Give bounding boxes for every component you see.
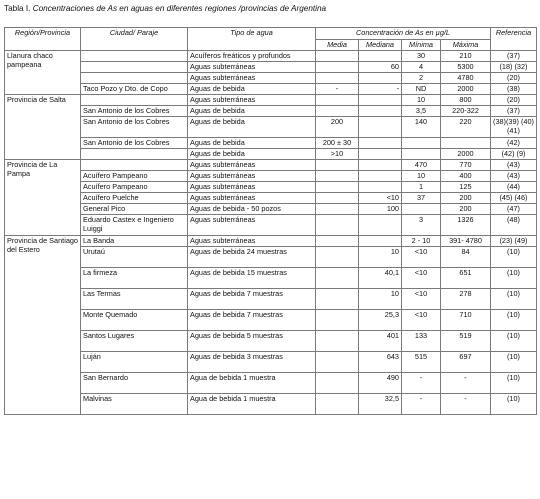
- mediana-cell: 643: [359, 352, 402, 373]
- mediana-cell: 401: [359, 331, 402, 352]
- maxima-cell: 651: [441, 268, 491, 289]
- water-type-cell: Aguas subterráneas: [188, 182, 316, 193]
- reference-cell: (18) (32): [491, 62, 537, 73]
- reference-cell: (42) (9): [491, 149, 537, 160]
- minima-cell: 470: [402, 160, 441, 171]
- city-cell: Eduardo Castex e Ingeniero Luiggi: [81, 215, 188, 236]
- maxima-cell: -: [441, 394, 491, 415]
- minima-cell: 515: [402, 352, 441, 373]
- city-cell: San Bernardo: [81, 373, 188, 394]
- city-cell: Urutaú: [81, 247, 188, 268]
- media-cell: [316, 236, 359, 247]
- city-cell: San Antonio de los Cobres: [81, 117, 188, 138]
- table-row: [5, 51, 537, 62]
- mediana-cell: [359, 106, 402, 117]
- maxima-cell: 220-322: [441, 106, 491, 117]
- mediana-cell: [359, 236, 402, 247]
- media-cell: [316, 331, 359, 352]
- water-type-cell: Aguas subterráneas: [188, 171, 316, 182]
- media-cell: [316, 289, 359, 310]
- mediana-cell: 32,5: [359, 394, 402, 415]
- minima-cell: -: [402, 373, 441, 394]
- media-cell: [316, 373, 359, 394]
- minima-cell: 3,5: [402, 106, 441, 117]
- maxima-cell: 278: [441, 289, 491, 310]
- minima-cell: [402, 204, 441, 215]
- city-cell: San Antonio de los Cobres: [81, 106, 188, 117]
- header-row: [5, 28, 537, 40]
- media-cell: [316, 95, 359, 106]
- city-cell: Acuífero Pampeano: [81, 182, 188, 193]
- reference-cell: (10): [491, 331, 537, 352]
- table-row: [5, 84, 537, 95]
- minima-cell: 10: [402, 171, 441, 182]
- minima-cell: 30: [402, 51, 441, 62]
- reference-cell: (38): [491, 84, 537, 95]
- table-row: [5, 236, 537, 247]
- media-cell: [316, 215, 359, 236]
- water-type-cell: Aguas de bebida 7 muestras: [188, 289, 316, 310]
- city-cell: General Pico: [81, 204, 188, 215]
- minima-cell: 2: [402, 73, 441, 84]
- header-minima: Mínima: [402, 40, 441, 51]
- table-row: [5, 106, 537, 117]
- mediana-cell: 10: [359, 289, 402, 310]
- reference-cell: (10): [491, 289, 537, 310]
- header-region: Región/Provincia: [5, 28, 81, 51]
- mediana-cell: [359, 95, 402, 106]
- maxima-cell: [441, 138, 491, 149]
- mediana-cell: 100: [359, 204, 402, 215]
- header-reference: Referencia: [491, 28, 537, 51]
- water-type-cell: Aguas de bebida 15 muestras: [188, 268, 316, 289]
- water-type-cell: Agua de bebida 1 muestra: [188, 394, 316, 415]
- table-row: [5, 310, 537, 331]
- reference-cell: (20): [491, 73, 537, 84]
- reference-cell: (43): [491, 171, 537, 182]
- maxima-cell: 697: [441, 352, 491, 373]
- media-cell: [316, 182, 359, 193]
- water-type-cell: Aguas de bebida: [188, 84, 316, 95]
- mediana-cell: [359, 160, 402, 171]
- city-cell: Luján: [81, 352, 188, 373]
- header-mediana: Mediana: [359, 40, 402, 51]
- minima-cell: 4: [402, 62, 441, 73]
- maxima-cell: 4780: [441, 73, 491, 84]
- table-row: [5, 268, 537, 289]
- reference-cell: (10): [491, 268, 537, 289]
- city-cell: Las Termas: [81, 289, 188, 310]
- table-row: [5, 160, 537, 171]
- media-cell: -: [316, 84, 359, 95]
- maxima-cell: 125: [441, 182, 491, 193]
- reference-cell: (10): [491, 394, 537, 415]
- media-cell: [316, 394, 359, 415]
- mediana-cell: [359, 117, 402, 138]
- city-cell: Taco Pozo y Dto. de Copo: [81, 84, 188, 95]
- city-cell: [81, 62, 188, 73]
- caption-prefix: Tabla I.: [4, 4, 31, 13]
- maxima-cell: 200: [441, 204, 491, 215]
- reference-cell: (23) (49): [491, 236, 537, 247]
- media-cell: [316, 160, 359, 171]
- reference-cell: (10): [491, 310, 537, 331]
- water-type-cell: Aguas de bebida 3 muestras: [188, 352, 316, 373]
- maxima-cell: 710: [441, 310, 491, 331]
- water-type-cell: Aguas de bebida: [188, 138, 316, 149]
- water-type-cell: Aguas de bebida - 50 pozos: [188, 204, 316, 215]
- maxima-cell: 770: [441, 160, 491, 171]
- table-row: [5, 182, 537, 193]
- water-type-cell: Aguas de bebida 7 muestras: [188, 310, 316, 331]
- media-cell: [316, 268, 359, 289]
- maxima-cell: 200: [441, 193, 491, 204]
- header-water-type: Tipo de agua: [188, 28, 316, 51]
- media-cell: [316, 247, 359, 268]
- maxima-cell: 2000: [441, 84, 491, 95]
- city-cell: Acuífero Pampeano: [81, 171, 188, 182]
- city-cell: La firmeza: [81, 268, 188, 289]
- city-cell: [81, 73, 188, 84]
- media-cell: [316, 204, 359, 215]
- region-cell: Provincia de Santiago del Estero: [5, 236, 81, 415]
- region-cell: Provincia de Salta: [5, 95, 81, 160]
- city-cell: [81, 51, 188, 62]
- city-cell: Monte Quemado: [81, 310, 188, 331]
- water-type-cell: Aguas de bebida: [188, 117, 316, 138]
- table-row: [5, 289, 537, 310]
- minima-cell: 2 - 10: [402, 236, 441, 247]
- mediana-cell: [359, 138, 402, 149]
- city-cell: La Banda: [81, 236, 188, 247]
- city-cell: [81, 149, 188, 160]
- minima-cell: 133: [402, 331, 441, 352]
- water-type-cell: Aguas de bebida: [188, 106, 316, 117]
- table-row: [5, 352, 537, 373]
- water-type-cell: Aguas subterráneas: [188, 160, 316, 171]
- table-row: [5, 117, 537, 138]
- water-type-cell: Agua de bebida 1 muestra: [188, 373, 316, 394]
- media-cell: [316, 310, 359, 331]
- table-body: [5, 51, 537, 415]
- maxima-cell: 5300: [441, 62, 491, 73]
- mediana-cell: 40,1: [359, 268, 402, 289]
- city-cell: San Antonio de los Cobres: [81, 138, 188, 149]
- table-row: [5, 331, 537, 352]
- mediana-cell: 25,3: [359, 310, 402, 331]
- reference-cell: (37): [491, 106, 537, 117]
- water-type-cell: Aguas subterráneas: [188, 95, 316, 106]
- water-type-cell: Aguas de bebida 5 muestras: [188, 331, 316, 352]
- header-maxima: Máxima: [441, 40, 491, 51]
- reference-cell: (20): [491, 95, 537, 106]
- water-type-cell: Aguas de bebida: [188, 149, 316, 160]
- water-type-cell: Aguas subterráneas: [188, 236, 316, 247]
- table-row: [5, 62, 537, 73]
- reference-cell: (47): [491, 204, 537, 215]
- table-row: [5, 193, 537, 204]
- minima-cell: 37: [402, 193, 441, 204]
- mediana-cell: [359, 73, 402, 84]
- table-row: [5, 394, 537, 415]
- maxima-cell: 1326: [441, 215, 491, 236]
- minima-cell: 3: [402, 215, 441, 236]
- city-cell: Malvinas: [81, 394, 188, 415]
- header-media: Media: [316, 40, 359, 51]
- media-cell: [316, 62, 359, 73]
- mediana-cell: [359, 51, 402, 62]
- reference-cell: (45) (46): [491, 193, 537, 204]
- minima-cell: [402, 138, 441, 149]
- header-city: Ciudad/ Paraje: [81, 28, 188, 51]
- region-cell: Provincia de La Pampa: [5, 160, 81, 236]
- maxima-cell: 400: [441, 171, 491, 182]
- mediana-cell: 10: [359, 247, 402, 268]
- maxima-cell: -: [441, 373, 491, 394]
- water-type-cell: Aguas subterráneas: [188, 193, 316, 204]
- city-cell: [81, 95, 188, 106]
- reference-cell: (44): [491, 182, 537, 193]
- caption-title: Concentraciones de As en aguas en diferentes regiones /provincias de Argentina: [32, 4, 327, 13]
- minima-cell: ND: [402, 84, 441, 95]
- mediana-cell: [359, 182, 402, 193]
- maxima-cell: 84: [441, 247, 491, 268]
- table-row: [5, 215, 537, 236]
- minima-cell: <10: [402, 310, 441, 331]
- reference-cell: (48): [491, 215, 537, 236]
- minima-cell: <10: [402, 289, 441, 310]
- media-cell: [316, 51, 359, 62]
- header-concentration: Concentración de As en µg/L: [316, 28, 491, 40]
- media-cell: [316, 73, 359, 84]
- maxima-cell: 800: [441, 95, 491, 106]
- media-cell: 200 ± 30: [316, 138, 359, 149]
- table-row: [5, 95, 537, 106]
- water-type-cell: Aguas subterráneas: [188, 62, 316, 73]
- media-cell: 200: [316, 117, 359, 138]
- mediana-cell: -: [359, 84, 402, 95]
- media-cell: >10: [316, 149, 359, 160]
- minima-cell: [402, 149, 441, 160]
- reference-cell: (42): [491, 138, 537, 149]
- reference-cell: (43): [491, 160, 537, 171]
- media-cell: [316, 352, 359, 373]
- city-cell: Acuífero Puelche: [81, 193, 188, 204]
- minima-cell: 10: [402, 95, 441, 106]
- table-row: [5, 73, 537, 84]
- mediana-cell: [359, 215, 402, 236]
- mediana-cell: 60: [359, 62, 402, 73]
- minima-cell: 140: [402, 117, 441, 138]
- mediana-cell: <10: [359, 193, 402, 204]
- water-type-cell: Aguas de bebida 24 muestras: [188, 247, 316, 268]
- reference-cell: (10): [491, 373, 537, 394]
- table-caption: [4, 4, 326, 13]
- table-row: [5, 247, 537, 268]
- water-type-cell: Acuíferos freáticos y profundos: [188, 51, 316, 62]
- maxima-cell: 391- 4780: [441, 236, 491, 247]
- city-cell: [81, 160, 188, 171]
- table-row: [5, 204, 537, 215]
- minima-cell: <10: [402, 247, 441, 268]
- maxima-cell: 2000: [441, 149, 491, 160]
- table-row: [5, 138, 537, 149]
- table-row: [5, 149, 537, 160]
- water-type-cell: Aguas subterráneas: [188, 215, 316, 236]
- media-cell: [316, 106, 359, 117]
- water-type-cell: Aguas subterráneas: [188, 73, 316, 84]
- mediana-cell: [359, 149, 402, 160]
- minima-cell: <10: [402, 268, 441, 289]
- arsenic-table: [4, 27, 537, 415]
- media-cell: [316, 171, 359, 182]
- media-cell: [316, 193, 359, 204]
- maxima-cell: 220: [441, 117, 491, 138]
- mediana-cell: 490: [359, 373, 402, 394]
- region-cell: Llanura chaco pampeana: [5, 51, 81, 95]
- table-row: [5, 373, 537, 394]
- reference-cell: (10): [491, 247, 537, 268]
- table-row: [5, 171, 537, 182]
- city-cell: Santos Lugares: [81, 331, 188, 352]
- reference-cell: (10): [491, 352, 537, 373]
- reference-cell: (38)(39) (40) (41): [491, 117, 537, 138]
- reference-cell: (37): [491, 51, 537, 62]
- minima-cell: -: [402, 394, 441, 415]
- maxima-cell: 519: [441, 331, 491, 352]
- maxima-cell: 210: [441, 51, 491, 62]
- minima-cell: 1: [402, 182, 441, 193]
- mediana-cell: [359, 171, 402, 182]
